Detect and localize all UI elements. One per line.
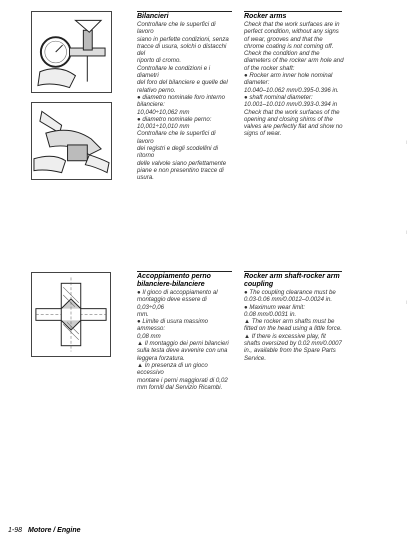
text-line: opening and closing shims of the: [244, 115, 333, 123]
text-line: Check that the work surfaces of the: [244, 108, 340, 116]
text-line: Check the condition and the: [244, 50, 320, 58]
text-line: ▲ The rocker arm shafts must be: [244, 318, 335, 326]
text-line: dei registri e degli scodellini di ritorno: [137, 145, 218, 160]
text-line: chrome coating is not coming off.: [244, 42, 334, 50]
text-line: ● Limite di usura massimo: [137, 318, 209, 326]
text-line: ▲ If there is excessive play, fit: [244, 332, 326, 340]
text-line: of wear, grooves and that the: [244, 35, 323, 43]
section2-rule-en: [244, 271, 342, 272]
text-line: ● Rocker arm inner hole nominal: [244, 72, 333, 80]
text-line: 10,040÷10,062 mm: [137, 108, 190, 116]
page-footer: [8, 527, 81, 534]
text-line: diameter:: [244, 79, 270, 87]
section1-it-column: [137, 13, 233, 182]
text-line: bilanciere:: [137, 101, 165, 109]
section2-en-column: [244, 273, 344, 362]
coupling-cross-section-illustration: [32, 273, 110, 356]
text-line: shafts oversized by 0.02 mm/0.0007: [244, 340, 342, 348]
section2-en-title-line: Rocker arm shaft-rocker arm: [244, 273, 340, 280]
text-line: ● The coupling clearance must be: [244, 289, 336, 296]
text-line: ● diametro nominale perno:: [137, 115, 212, 123]
text-line: usura.: [137, 174, 154, 182]
text-line: relativo perno.: [137, 86, 176, 94]
text-line: 10.040–10.062 mm/0.395-0.396 in.: [244, 86, 339, 94]
text-line: Service.: [244, 354, 267, 362]
text-line: del foro del bilanciere e quelle del: [137, 79, 228, 87]
text-line: perfect condition, without any signs: [244, 28, 339, 36]
section1-rule-en: [244, 11, 342, 12]
section2-it-title-line: bilanciere-bilanciere: [137, 281, 205, 288]
text-line: 0,08 mm: [137, 332, 161, 340]
section-label: Motore / Engine: [28, 527, 81, 534]
text-line: riporto di cromo.: [137, 57, 182, 65]
text-line: tracce di usura, solchi o distacchi del: [137, 42, 227, 58]
text-line: in., available from the Spare Parts: [244, 347, 336, 355]
section1-en-column: [244, 13, 344, 138]
text-line: ● shaft nominal diameter:: [244, 93, 313, 101]
text-line: leggera forzatura.: [137, 354, 185, 362]
section1-rule-it: [137, 11, 232, 12]
section1-it-title: Bilancieri: [137, 13, 169, 20]
text-line: 10,001÷10,010 mm: [137, 123, 190, 131]
text-line: Check that the work surfaces are in: [244, 21, 340, 28]
page-edge-mark: |: [406, 139, 408, 144]
text-line: Controllare che le superfici di lavoro: [137, 21, 216, 36]
text-line: delle valvole siano perfettamente: [137, 159, 227, 167]
section1-en-title: Rocker arms: [244, 13, 287, 20]
text-line: ▲ In presenza di un gioco eccessivo: [137, 361, 208, 377]
coupling-section-figure: [31, 272, 111, 357]
text-line: ● diametro nominale foro interno: [137, 93, 226, 101]
text-line: ● Il gioco di accoppiamento al: [137, 289, 218, 296]
page-edge-mark: |: [406, 299, 408, 304]
section2-en-title-line: coupling: [244, 281, 274, 288]
text-line: ▲ Il montaggio dei perni bilancieri: [137, 340, 229, 348]
text-line: diameters of the rocker arm hole and: [244, 57, 344, 65]
text-line: of the rocker shaft:: [244, 64, 295, 72]
text-line: signs of wear.: [244, 130, 282, 138]
micrometer-illustration: [32, 103, 111, 179]
page-number: 1-98: [8, 527, 23, 534]
text-line: siano in perfette condizioni, senza: [137, 35, 229, 43]
text-line: Controllare le condizioni e i diametri: [137, 64, 211, 80]
text-line: 0.03-0.06 mm/0.0012–0.0024 in.: [244, 296, 333, 304]
text-line: 0.08 mm/0.0031 in.: [244, 310, 297, 318]
text-line: montaggio deve essere di 0,03÷0,06: [137, 296, 207, 311]
text-line: piane e non presentino tracce di: [137, 166, 224, 174]
text-line: montare i perni maggiorati di 0,02: [137, 376, 228, 384]
text-line: ● Maximum wear limit:: [244, 303, 305, 311]
text-line: ammesso:: [137, 325, 166, 333]
section2-rule-it: [137, 271, 232, 272]
text-line: mm.: [137, 310, 149, 318]
dial-gauge-illustration: [32, 12, 111, 92]
page-edge-mark: |: [406, 229, 408, 234]
section2-it-title-line: Accoppiamento perno: [137, 273, 211, 280]
text-line: Controllare che le superfici di lavoro: [137, 130, 216, 145]
shaft-measurement-figure: [31, 102, 112, 180]
text-line: fitted on the head using a little force.: [244, 325, 342, 333]
text-line: 10.001–10.010 mm/0.393-0.394 in: [244, 101, 338, 109]
text-line: sulla testa deve avvenire con una: [137, 347, 228, 355]
section2-it-column: [137, 273, 233, 391]
text-line: mm forniti dal Servizio Ricambi.: [137, 383, 223, 391]
text-line: valves are perfectly flat and show no: [244, 123, 343, 131]
rocker-bore-measurement-figure: [31, 11, 112, 93]
